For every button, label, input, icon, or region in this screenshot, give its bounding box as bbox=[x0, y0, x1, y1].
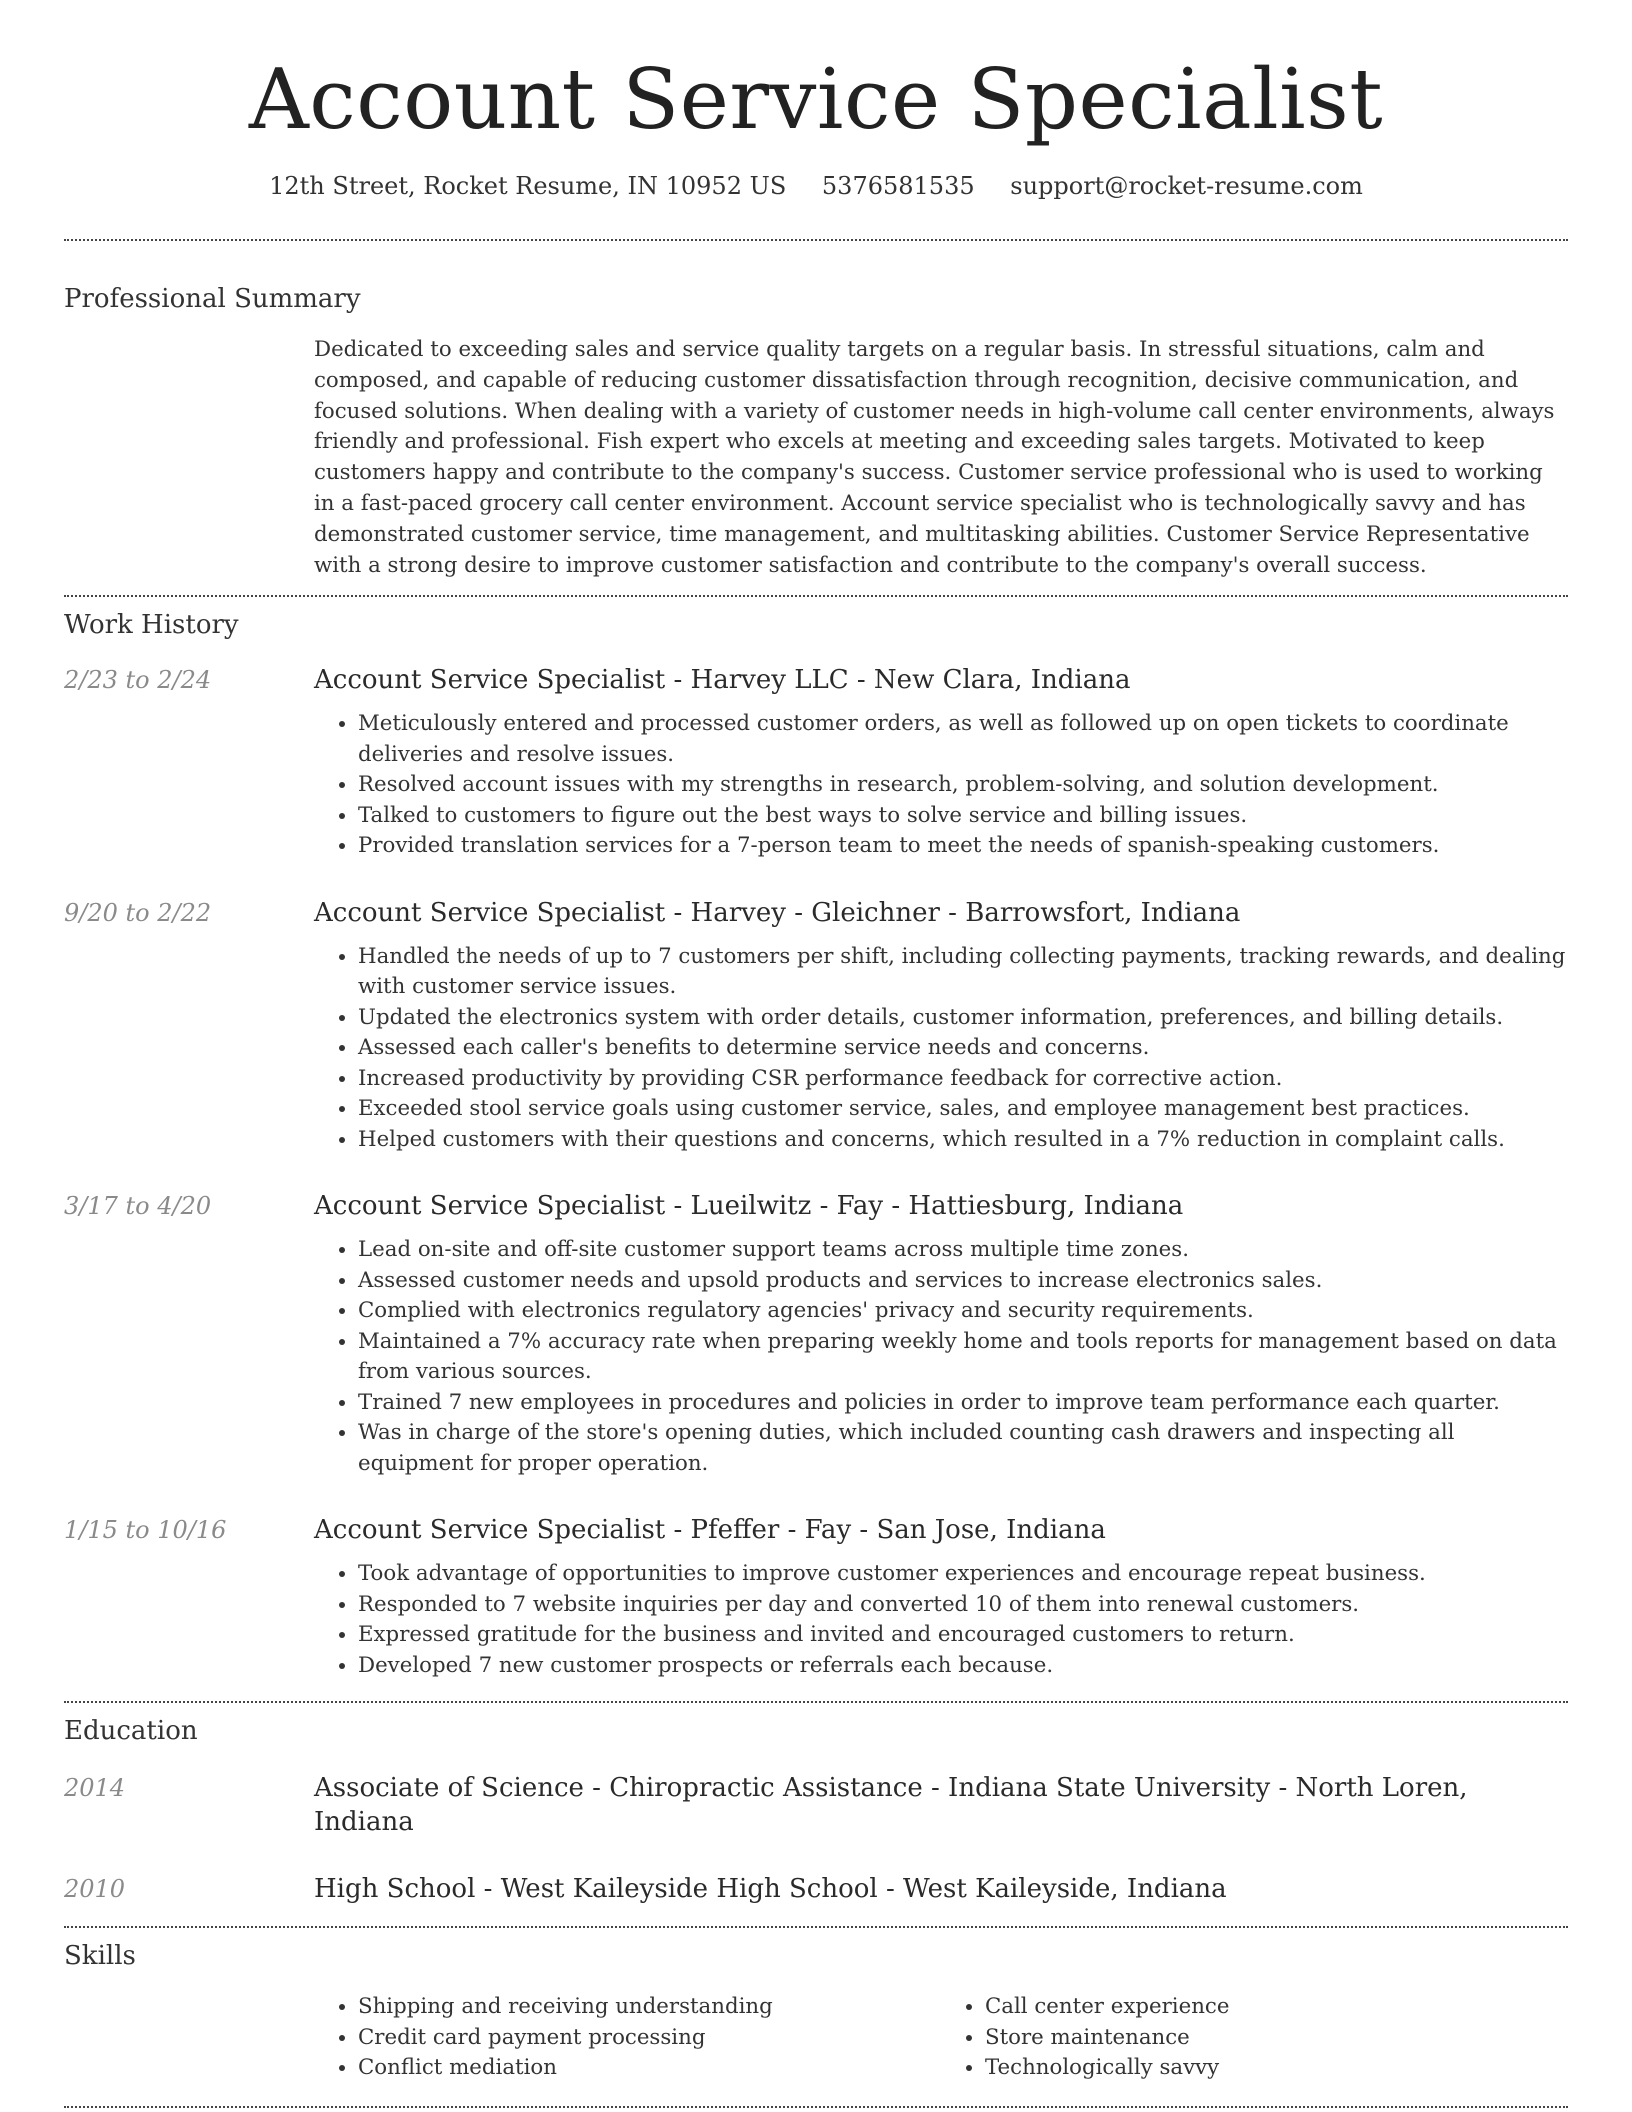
list-item: • Assessed customer needs and upsold products and services to increase electronics sales. bbox=[358, 1266, 1568, 1297]
list-item: • Store maintenance bbox=[985, 2023, 1568, 2054]
list-item: • Technologically savvy bbox=[985, 2053, 1568, 2084]
list-item: • Helped customers with their questions and concerns, which resulted in a 7% reduction in complaint calls. bbox=[358, 1125, 1568, 1156]
skills-column-left bbox=[314, 1992, 941, 2084]
list-item: • Talked to customers to figure out the best ways to solve service and billing issues. bbox=[358, 801, 1568, 832]
list-item: • Credit card payment processing bbox=[358, 2023, 941, 2054]
resume-page bbox=[64, 0, 1568, 2108]
education-text: Associate of Science - Chiropractic Assistance - Indiana State University - North Loren, Indiana bbox=[314, 1773, 1468, 1838]
job-entry bbox=[64, 1189, 1568, 1479]
list-item: • Resolved account issues with my strengths in research, problem-solving, and solution development. bbox=[358, 770, 1568, 801]
skills-column-right bbox=[941, 1992, 1568, 2084]
education-year: 2014 bbox=[64, 1774, 126, 1803]
education-entry bbox=[64, 1771, 1568, 1839]
list-item: • Took advantage of opportunities to improve customer experiences and encourage repeat business. bbox=[358, 1559, 1568, 1590]
list-item: • Responded to 7 website inquiries per day and converted 10 of them into renewal customers. bbox=[358, 1590, 1568, 1621]
job-entry bbox=[64, 1513, 1568, 1681]
contact-address: 12th Street, Rocket Resume, IN 10952 US bbox=[269, 172, 787, 200]
job-title: Account Service Specialist - Pfeffer - Fay - San Jose, Indiana bbox=[314, 1515, 1106, 1546]
contact-email: support@rocket-resume.com bbox=[1010, 172, 1363, 200]
list-item: • Exceeded stool service goals using customer service, sales, and employee management best practices. bbox=[358, 1094, 1568, 1125]
list-item: • Provided translation services for a 7-person team to meet the needs of spanish-speaking customers. bbox=[358, 831, 1568, 862]
job-dates: 1/15 to 10/16 bbox=[64, 1516, 227, 1545]
list-item: • Meticulously entered and processed customer orders, as well as followed up on open tickets to coordinate deliveries and resolve issues. bbox=[358, 709, 1568, 770]
job-bullets bbox=[314, 709, 1568, 862]
list-item: • Complied with electronics regulatory agencies' privacy and security requirements. bbox=[358, 1296, 1568, 1327]
list-item: • Lead on-site and off-site customer support teams across multiple time zones. bbox=[358, 1235, 1568, 1266]
divider bbox=[64, 2106, 1568, 2108]
job-dates: 2/23 to 2/24 bbox=[64, 666, 212, 695]
job-bullets bbox=[314, 1235, 1568, 1479]
section-title-skills: Skills bbox=[64, 1941, 136, 1972]
job-bullets bbox=[314, 942, 1568, 1156]
job-dates: 9/20 to 2/22 bbox=[64, 898, 212, 927]
list-item: • Updated the electronics system with order details, customer information, preferences, and billing details. bbox=[358, 1003, 1568, 1034]
list-item: • Expressed gratitude for the business and invited and encouraged customers to return. bbox=[358, 1620, 1568, 1651]
divider bbox=[64, 1701, 1568, 1703]
summary-text: Dedicated to exceeding sales and service quality targets on a regular basis. In stressful situations, calm and composed, and capable of reducing customer dissatisfaction through recognition, decisive communication, and focused solutions. When dealing with a variety of customer needs in high-volume call center environments, always friendly and professional. Fish expert who excels at meeting and exceeding sales targets. Motivated to keep customers happy and contribute to the company's success. Customer service professional who is used to working in a fast-paced grocery call center environment. Account service specialist who is technologically savvy and has demonstrated customer service, time management, and multitasking abilities. Customer Service Representative with a strong desire to improve customer satisfaction and contribute to the company's overall success. bbox=[314, 337, 1555, 578]
contact-phone: 5376581535 bbox=[821, 172, 975, 200]
skills-list bbox=[314, 1992, 1568, 2084]
list-item: • Conflict mediation bbox=[358, 2053, 941, 2084]
divider bbox=[64, 1926, 1568, 1928]
contact-line bbox=[64, 170, 1568, 202]
job-bullets bbox=[314, 1559, 1568, 1681]
list-item: • Maintained a 7% accuracy rate when preparing weekly home and tools reports for management based on data from various sources. bbox=[358, 1327, 1568, 1388]
job-dates: 3/17 to 4/20 bbox=[64, 1192, 212, 1221]
resume-name: Account Service Specialist bbox=[248, 51, 1384, 148]
education-text: High School - West Kaileyside High School - West Kaileyside, Indiana bbox=[314, 1874, 1227, 1905]
job-title: Account Service Specialist - Harvey - Gleichner - Barrowsfort, Indiana bbox=[314, 897, 1241, 928]
section-title-work: Work History bbox=[64, 610, 239, 641]
list-item: • Call center experience bbox=[985, 1992, 1568, 2023]
list-item: • Assessed each caller's benefits to determine service needs and concerns. bbox=[358, 1033, 1568, 1064]
list-item: • Increased productivity by providing CSR performance feedback for corrective action. bbox=[358, 1064, 1568, 1095]
section-title-education: Education bbox=[64, 1716, 198, 1747]
job-entry bbox=[64, 896, 1568, 1156]
job-title: Account Service Specialist - Harvey LLC - New Clara, Indiana bbox=[314, 665, 1131, 696]
list-item: • Handled the needs of up to 7 customers per shift, including collecting payments, tracking rewards, and dealing with customer service issues. bbox=[358, 942, 1568, 1003]
list-item: • Was in charge of the store's opening duties, which included counting cash drawers and inspecting all equipment for proper operation. bbox=[358, 1418, 1568, 1479]
divider bbox=[64, 595, 1568, 597]
list-item: • Developed 7 new customer prospects or referrals each because. bbox=[358, 1651, 1568, 1682]
job-title: Account Service Specialist - Lueilwitz - Fay - Hattiesburg, Indiana bbox=[314, 1191, 1184, 1222]
divider bbox=[64, 239, 1568, 241]
education-year: 2010 bbox=[64, 1875, 126, 1904]
list-item: • Trained 7 new employees in procedures and policies in order to improve team performance each quarter. bbox=[358, 1388, 1568, 1419]
section-title-summary: Professional Summary bbox=[64, 284, 361, 314]
education-entry bbox=[64, 1872, 1568, 1906]
list-item: • Shipping and receiving understanding bbox=[358, 1992, 941, 2023]
job-entry bbox=[64, 663, 1568, 862]
